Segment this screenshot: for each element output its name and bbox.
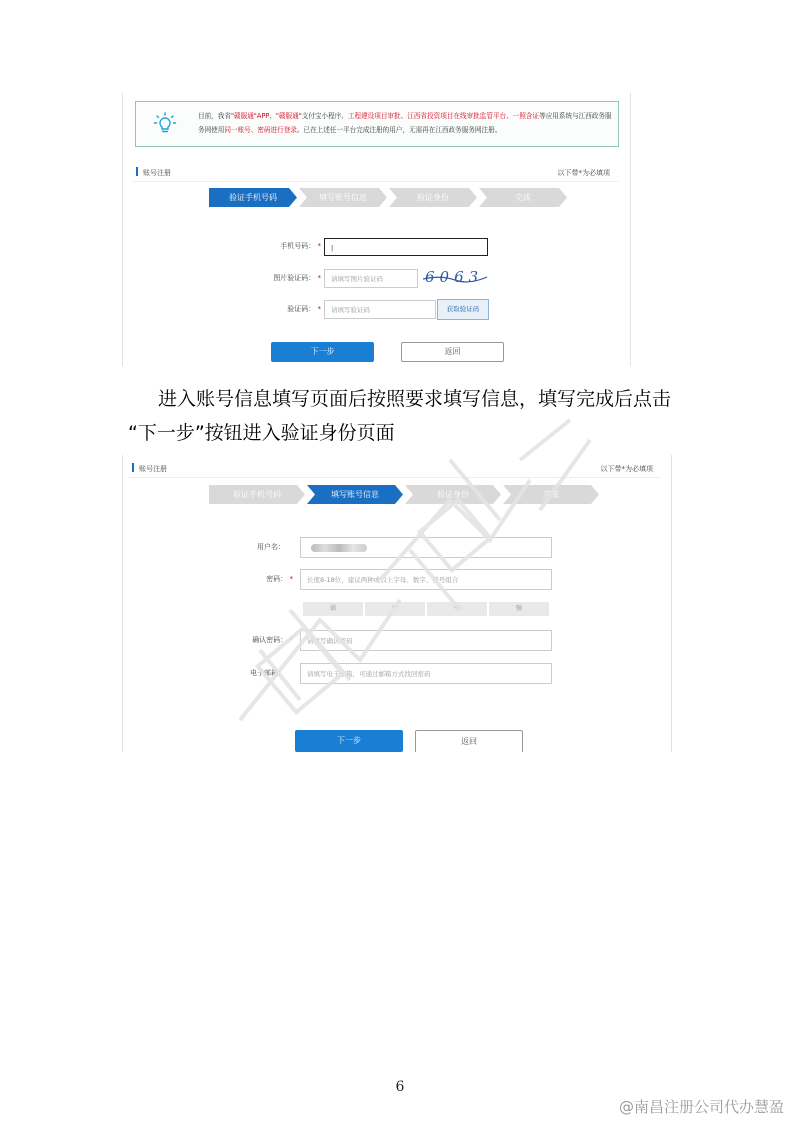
notice-segment: 同一账号、密码进行登录 xyxy=(224,126,297,134)
strength-segment: 中 xyxy=(365,602,425,616)
screenshot-verify-phone xyxy=(122,93,631,366)
notice-segment: "赣服通" xyxy=(275,112,302,120)
back-button[interactable]: 返回 xyxy=(401,342,504,362)
next-button[interactable]: 下一步 xyxy=(295,730,403,752)
sms-label: 验证码： * xyxy=(287,305,321,313)
step-1 xyxy=(209,485,305,504)
back-button[interactable]: 返回 xyxy=(415,730,523,752)
notice-segment: 江西省投资项目在线审批监管平台 xyxy=(407,112,507,120)
step-2 xyxy=(299,188,387,207)
blurred-username xyxy=(311,544,367,552)
strength-segment: 弱 xyxy=(303,602,363,616)
step-label: 验证身份 xyxy=(437,490,469,499)
password-input[interactable]: 长度8-18位，建议两种或以上字母、数字、符号组合 xyxy=(300,569,552,590)
password-label: 密码： * xyxy=(266,575,293,583)
step-1 xyxy=(209,188,297,207)
notice-segment: 、 xyxy=(269,112,276,120)
section-header xyxy=(129,459,661,478)
section-marker xyxy=(132,463,134,472)
captcha-text: 6063 xyxy=(425,268,484,286)
notice-segment: 目前，我省 xyxy=(198,112,231,120)
notice-segment: 工程建设项目审批 xyxy=(347,112,401,120)
email-input[interactable]: 请填写电子邮箱，可通过邮箱方式找回密码 xyxy=(300,663,552,684)
step-label: 验证身份 xyxy=(417,193,449,202)
strength-segment: 强 xyxy=(489,602,549,616)
notice-box xyxy=(135,101,619,147)
step-4 xyxy=(503,485,599,504)
notice-segment: "赣服通"APP xyxy=(230,112,270,120)
section-title: 账号注册 xyxy=(143,169,171,177)
paragraph-1-line-1: 进入账号信息填写页面后按照要求填写信息，填写完成后点击 xyxy=(158,388,672,410)
section-marker xyxy=(136,167,138,176)
section-title: 账号注册 xyxy=(139,465,167,473)
required-note: 以下带*为必填项 xyxy=(600,465,653,473)
required-note: 以下带*为必填项 xyxy=(557,169,610,177)
step-label: 填写账号信息 xyxy=(331,490,379,499)
step-label: 完成 xyxy=(543,490,559,499)
username-input[interactable] xyxy=(300,537,552,558)
step-3 xyxy=(405,485,501,504)
captcha-input[interactable]: 请填写图片验证码 xyxy=(324,269,418,288)
captcha-image[interactable] xyxy=(421,267,489,289)
step-progress xyxy=(209,188,569,207)
notice-segment: 、 xyxy=(506,112,513,120)
notice-segment: 、 xyxy=(400,112,408,120)
lightbulb-icon xyxy=(152,111,178,137)
source-tag: @南昌注册公司代办慧盈 xyxy=(618,1098,784,1116)
page-number: 6 xyxy=(395,1079,405,1095)
screenshot-account-info xyxy=(122,455,672,752)
strength-segment: 中 xyxy=(427,602,487,616)
get-sms-code-button[interactable]: 获取验证码 xyxy=(437,299,489,320)
step-2 xyxy=(307,485,403,504)
notice-text xyxy=(198,109,613,137)
step-label: 填写账号信息 xyxy=(319,193,367,202)
confirm-password-label: 确认密码： * xyxy=(252,636,293,644)
notice-segment: 。已在上述任一平台完成注册的用户，无需再在江西政务服务网注册。 xyxy=(296,126,502,134)
next-button[interactable]: 下一步 xyxy=(271,342,374,362)
username-label: 用户名： xyxy=(257,543,285,551)
phone-label: 手机号码： * xyxy=(280,242,321,250)
email-label: 电子邮箱： xyxy=(250,669,285,677)
notice-segment: 等应用系统与江西政务服务网使用 xyxy=(198,112,612,134)
confirm-password-input[interactable]: 请填写确认密码 xyxy=(300,630,552,651)
paragraph-1-line-2: “下一步”按钮进入验证身份页面 xyxy=(128,422,395,444)
captcha-label: 图片验证码： * xyxy=(273,274,321,282)
step-label: 验证手机号码 xyxy=(229,193,277,202)
step-4 xyxy=(479,188,567,207)
step-label: 验证手机号码 xyxy=(233,490,281,499)
sms-code-input[interactable]: 请填写验证码 xyxy=(324,300,436,319)
step-3 xyxy=(389,188,477,207)
notice-segment: 支付宝小程序、 xyxy=(301,112,348,120)
notice-segment: 一照含证 xyxy=(512,112,540,120)
step-label: 完成 xyxy=(515,193,531,202)
step-progress xyxy=(209,485,589,504)
section-header xyxy=(133,163,618,182)
phone-input[interactable]: | xyxy=(324,238,488,256)
